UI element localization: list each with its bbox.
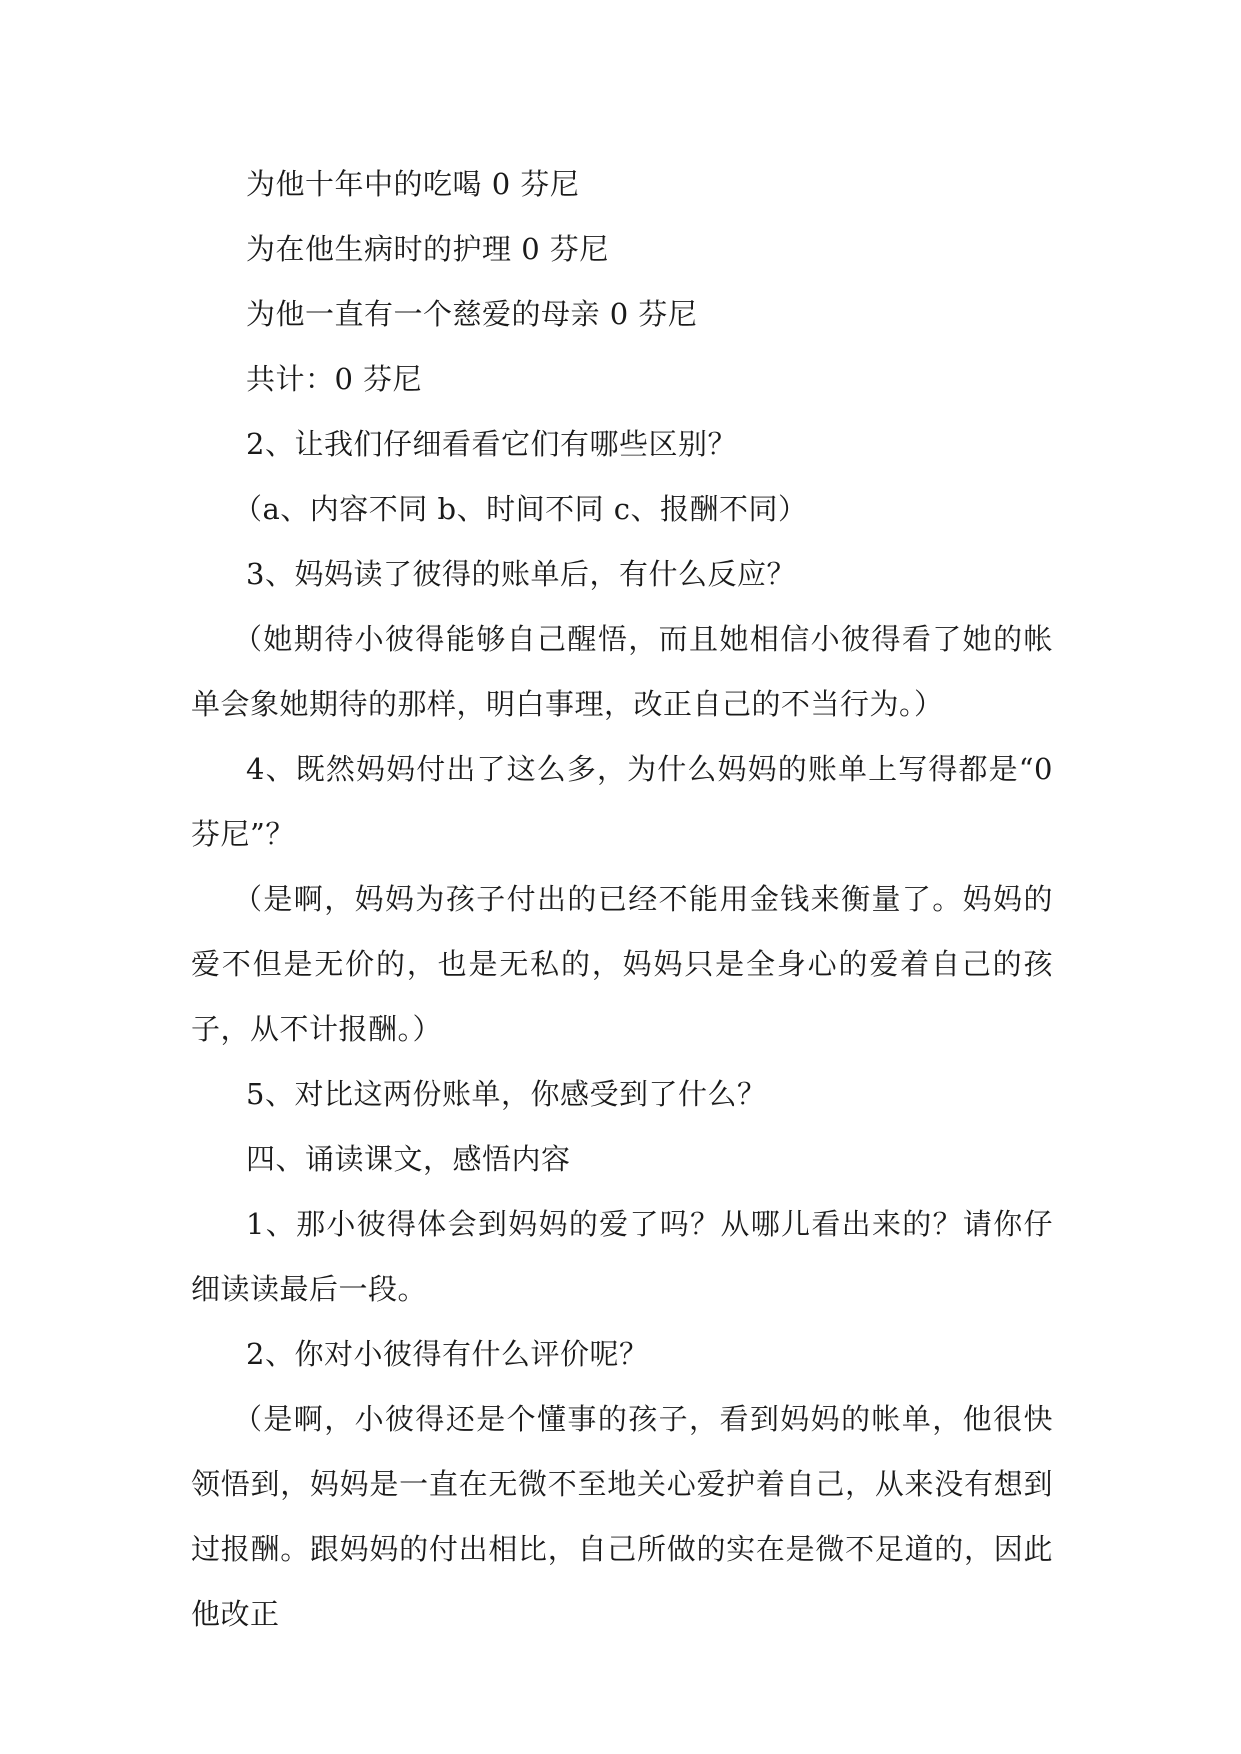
question-1-understand: 1、那小彼得体会到妈妈的爱了吗？从哪儿看出来的？请你仔细读读最后一段。 xyxy=(191,1207,1053,1306)
document-body xyxy=(191,152,1053,1647)
paragraph-total: 共计：0 芬尼 xyxy=(246,362,423,396)
section-heading-recite: 四、诵读课文，感悟内容 xyxy=(246,1142,571,1176)
paragraph-care-cost: 为在他生病时的护理 0 芬尼 xyxy=(246,232,609,266)
question-2-evaluate: 2、你对小彼得有什么评价呢？ xyxy=(246,1337,649,1371)
answer-2-differences: （a、内容不同 b、时间不同 c、报酬不同） xyxy=(233,492,808,526)
answer-4-zero: （是啊，妈妈为孩子付出的已经不能用金钱来衡量了。妈妈的爱不但是无价的，也是无私的，妈妈只是全身心的爱着自己的孩子，从不计报酬。） xyxy=(191,882,1053,1046)
question-3-reaction: 3、妈妈读了彼得的账单后，有什么反应？ xyxy=(246,557,796,591)
question-5-compare: 5、对比这两份账单，你感受到了什么？ xyxy=(246,1077,767,1111)
paragraph-mother-cost: 为他一直有一个慈爱的母亲 0 芬尼 xyxy=(246,297,698,331)
answer-2-evaluate: （是啊，小彼得还是个懂事的孩子，看到妈妈的帐单，他很快领悟到，妈妈是一直在无微不至地关心爱护着自己，从来没有想到过报酬。跟妈妈的付出相比，自己所做的实在是微不足道的，因此他改正 xyxy=(191,1402,1053,1631)
question-4-zero: 4、既然妈妈付出了这么多，为什么妈妈的账单上写得都是“0 芬尼”？ xyxy=(191,752,1053,851)
question-2-differences: 2、让我们仔细看看它们有哪些区别？ xyxy=(246,427,737,461)
answer-3-reaction: （她期待小彼得能够自己醒悟，而且她相信小彼得看了她的帐单会象她期待的那样，明白事理，改正自己的不当行为。） xyxy=(191,622,1053,721)
paragraph-food-cost: 为他十年中的吃喝 0 芬尼 xyxy=(246,167,580,201)
